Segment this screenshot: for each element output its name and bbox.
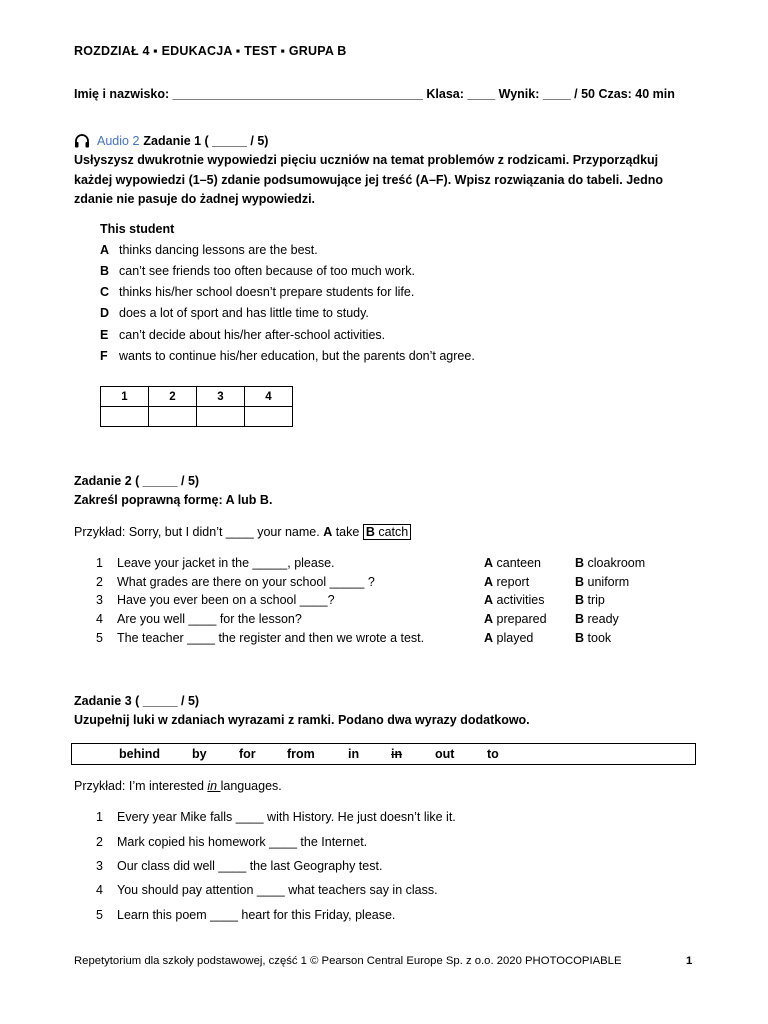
answer-table: [100, 386, 293, 427]
option-letter: A: [484, 556, 494, 570]
item-text: Learn this poem ____ heart for this Friday, please.: [117, 908, 396, 922]
list-item: [100, 285, 414, 299]
option-letter: E: [100, 328, 109, 342]
table-row: [101, 407, 293, 427]
option-letter: B: [575, 593, 585, 607]
option-b[interactable]: [575, 612, 619, 626]
option-b[interactable]: [575, 575, 629, 589]
answer-cell[interactable]: [245, 407, 293, 427]
word-bank-item: for: [239, 747, 256, 761]
example-option-b: catch: [374, 525, 409, 539]
option-letter: A: [484, 575, 494, 589]
list-item: [96, 575, 375, 589]
table-header: 3: [197, 387, 245, 407]
option-text: cloakroom: [587, 556, 646, 570]
list-item: [96, 631, 424, 645]
option-text: played: [496, 631, 534, 645]
page-footer: Repetytorium dla szkoły podstawowej, część 1 © Pearson Central Europe Sp. z o.o. 2020 PHOTOCOPIABLE: [74, 955, 622, 967]
word-bank-item: out: [435, 747, 455, 761]
option-b[interactable]: [575, 556, 645, 570]
answer-cell[interactable]: [149, 407, 197, 427]
page-number: 1: [686, 955, 693, 967]
task1-heading: [74, 134, 268, 148]
task2-title: Zadanie 2 ( _____ / 5): [74, 474, 200, 488]
example-text: Przykład: Sorry, but I didn’t ____ your name.: [74, 525, 324, 539]
option-letter: A: [484, 593, 494, 607]
option-letter: B: [575, 575, 585, 589]
table-header: 2: [149, 387, 197, 407]
option-a[interactable]: [484, 575, 529, 589]
option-b[interactable]: [575, 593, 605, 607]
item-text: Mark copied his homework ____ the Internet.: [117, 835, 368, 849]
task2-instruction: Zakreśl poprawną formę: A lub B.: [74, 493, 273, 507]
option-text: activities: [496, 593, 545, 607]
task3-instruction: Uzupełnij luki w zdaniach wyrazami z ramki. Podano dwa wyrazy dodatkowo.: [74, 713, 530, 727]
task1-lead: This student: [100, 222, 175, 236]
option-letter: C: [100, 285, 110, 299]
item-text: Our class did well ____ the last Geography test.: [117, 859, 383, 873]
item-number: 4: [96, 612, 103, 626]
list-item: [96, 556, 335, 570]
word-bank-box: [71, 743, 696, 765]
item-text: Are you well ____ for the lesson?: [117, 612, 302, 626]
option-text: wants to continue his/her education, but the parents don’t agree.: [119, 349, 475, 363]
list-item: [100, 243, 318, 257]
option-text: prepared: [496, 612, 547, 626]
option-text: does a lot of sport and has little time to study.: [119, 306, 369, 320]
option-letter: B: [575, 556, 585, 570]
table-header: 1: [101, 387, 149, 407]
option-text: thinks dancing lessons are the best.: [119, 243, 318, 257]
option-letter: D: [100, 306, 110, 320]
word-bank-item: by: [192, 747, 207, 761]
example-answer-box: [363, 524, 411, 540]
word-bank-item-used: in: [391, 747, 403, 761]
option-letter: B: [575, 631, 585, 645]
task1-instruction: Usłyszysz dwukrotnie wypowiedzi pięciu uczniów na temat problemów z rodzicami. Przyporządkuj każdej wypowiedzi (1–5) zdanie podsumowujące jej treść (A–F). Wpisz rozwiązania do tabeli. Jedno zdanie nie pasuje do żadnej wypowiedzi.: [74, 153, 664, 206]
option-a[interactable]: [484, 612, 547, 626]
option-letter: F: [100, 349, 108, 363]
list-item: [96, 593, 335, 607]
example-option-a: take: [332, 525, 363, 539]
option-text: canteen: [496, 556, 541, 570]
option-letter: A: [100, 243, 110, 257]
option-text: can’t see friends too often because of too much work.: [119, 264, 416, 278]
list-item: [100, 349, 475, 363]
item-text: Have you ever been on a school ____?: [117, 593, 335, 607]
item-text: Leave your jacket in the _____, please.: [117, 556, 335, 570]
task3-title: Zadanie 3 ( _____ / 5): [74, 694, 200, 708]
item-text: The teacher ____ the register and then we wrote a test.: [117, 631, 425, 645]
option-letter: B: [100, 264, 110, 278]
list-item: [96, 835, 367, 849]
example-answer: in: [207, 779, 221, 793]
option-text: report: [496, 575, 530, 589]
answer-cell[interactable]: [197, 407, 245, 427]
list-item: [100, 306, 369, 320]
list-item: [96, 859, 382, 873]
table-row: [101, 387, 293, 407]
option-text: trip: [587, 593, 605, 607]
item-number: 1: [96, 810, 103, 824]
option-text: ready: [587, 612, 619, 626]
word-bank-item: behind: [119, 747, 160, 761]
list-item: [100, 264, 415, 278]
headphones-icon: [74, 134, 90, 148]
option-b[interactable]: [575, 631, 611, 645]
item-number: 5: [96, 908, 103, 922]
item-number: 3: [96, 859, 103, 873]
page-title: ROZDZIAŁ 4 ▪ EDUKACJA ▪ TEST ▪ GRUPA B: [74, 44, 347, 58]
example-text-end: languages.: [220, 779, 282, 793]
item-number: 1: [96, 556, 103, 570]
item-text: You should pay attention ____ what teachers say in class.: [117, 883, 438, 897]
list-item: [96, 908, 395, 922]
word-bank-item: from: [287, 747, 315, 761]
student-info-line: Imię i nazwisko: ____________________________________ Klasa: ____ Wynik: ____ / 50 Czas: 40 min: [74, 87, 675, 101]
item-text: Every year Mike falls ____ with History. He just doesn’t like it.: [117, 810, 456, 824]
option-text: thinks his/her school doesn’t prepare students for life.: [119, 285, 415, 299]
option-a[interactable]: [484, 631, 533, 645]
option-text: took: [587, 631, 612, 645]
answer-cell[interactable]: [101, 407, 149, 427]
option-a[interactable]: [484, 593, 544, 607]
task1-title: Zadanie 1 ( _____ / 5): [143, 134, 269, 148]
option-text: can’t decide about his/her after-school activities.: [119, 328, 386, 342]
item-text: What grades are there on your school _____ ?: [117, 575, 375, 589]
option-a[interactable]: [484, 556, 541, 570]
word-bank-item: to: [487, 747, 499, 761]
item-number: 5: [96, 631, 103, 645]
option-letter: B: [575, 612, 585, 626]
item-number: 4: [96, 883, 103, 897]
item-number: 2: [96, 575, 103, 589]
task3-example: [74, 779, 282, 793]
example-letter-a: A: [323, 525, 333, 539]
option-text: uniform: [587, 575, 630, 589]
list-item: [96, 612, 302, 626]
list-item: [100, 328, 385, 342]
task2-example: [74, 525, 411, 539]
word-bank-item: in: [348, 747, 360, 761]
audio-link[interactable]: Audio 2: [97, 134, 140, 148]
table-header: 4: [245, 387, 293, 407]
example-text: Przykład: I’m interested: [74, 779, 208, 793]
item-number: 3: [96, 593, 103, 607]
option-letter: A: [484, 631, 494, 645]
list-item: [96, 883, 438, 897]
list-item: [96, 810, 456, 824]
example-letter-b: B: [365, 525, 375, 539]
option-letter: A: [484, 612, 494, 626]
item-number: 2: [96, 835, 103, 849]
